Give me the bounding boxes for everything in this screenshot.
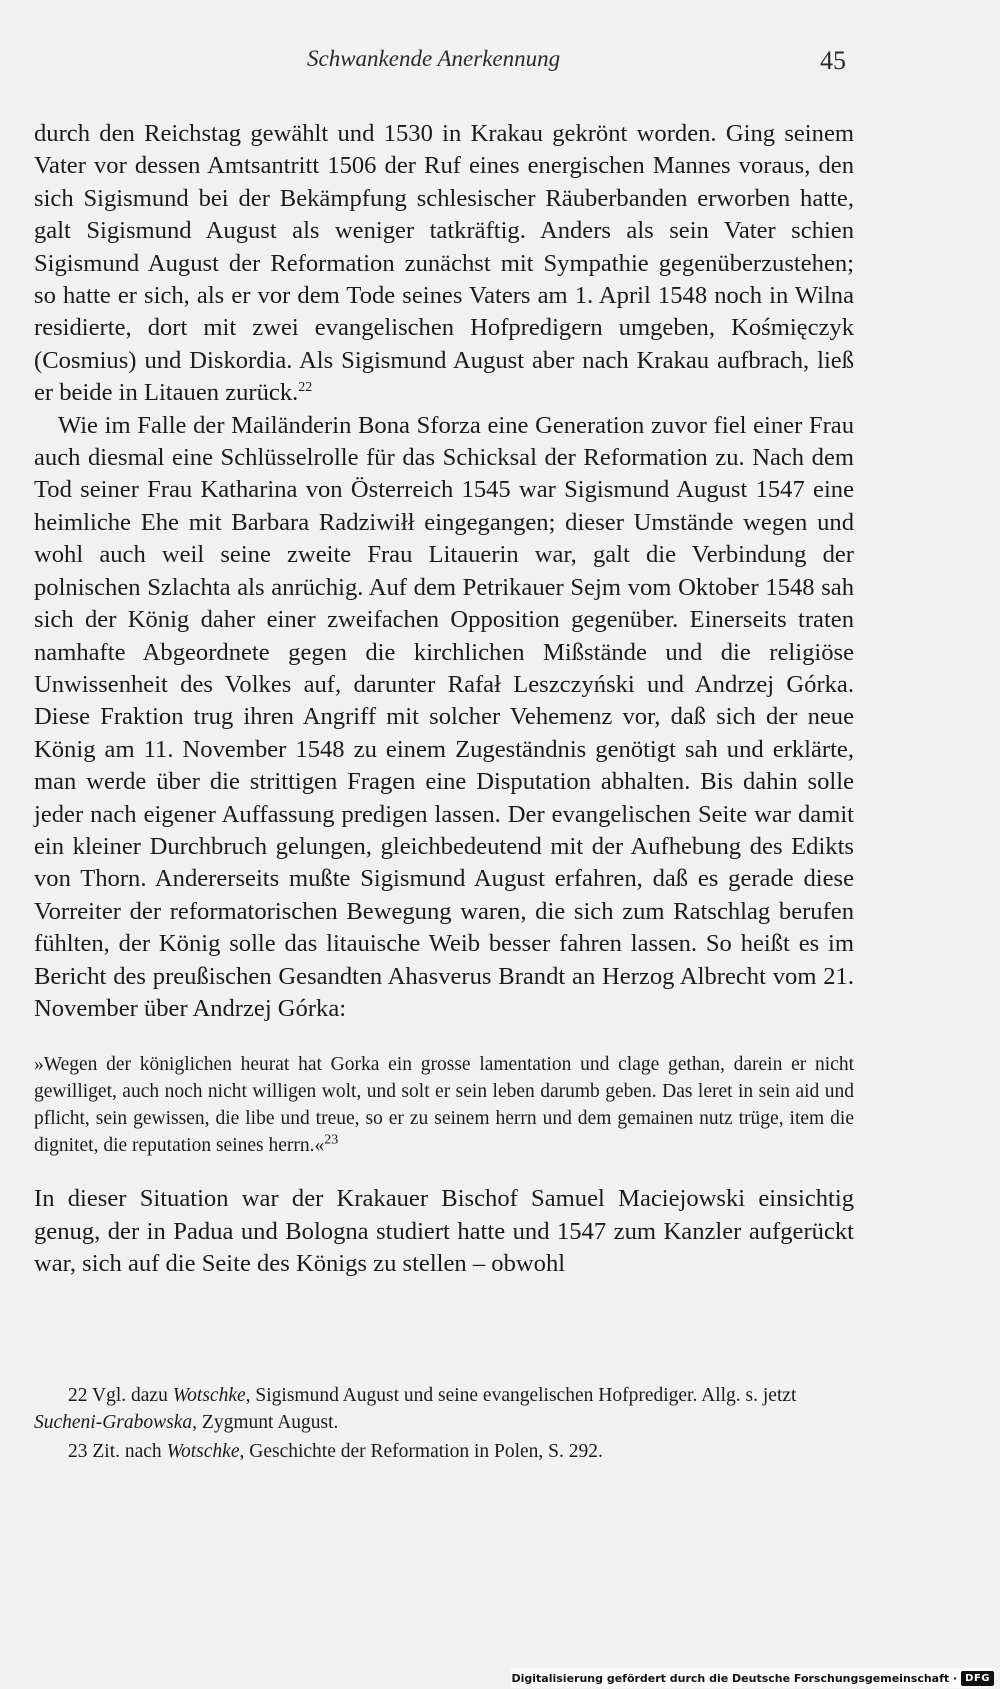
quote-text: »Wegen der königlichen heurat hat Gorka ein grosse lamentation und clage gethan, darein er nicht gewilliget, auch noch nicht willigen wolt, und solt er sein leben darumb geben. Das leret in sein aid und pflicht, sein gewissen, die libe und treue, so er zu seinem herrn und dem gemainen nutz trüge, item die dignitet, die reputation seines herrn.« [34, 1054, 854, 1157]
footnote-22-post: , Zygmunt August. [192, 1412, 339, 1433]
footnote-22-author-2: Sucheni-Grabowska [34, 1412, 193, 1433]
watermark-text: Digitalisierung gefördert durch die Deutsche Forschungsgemeinschaft · [511, 1671, 958, 1685]
footnote-23-pre: Zit. nach [92, 1441, 167, 1462]
body-text [34, 118, 854, 1281]
dfg-logo: DFG [961, 1671, 994, 1686]
footnote-22-author-1: Wotschke [172, 1385, 246, 1406]
paragraph-1 [34, 118, 854, 410]
footnote-23-post: , Geschichte der Reformation in Polen, S. 292. [239, 1441, 603, 1462]
page-header [0, 46, 1000, 86]
footnote-22-number: 22 [68, 1385, 88, 1406]
block-quote [34, 1051, 854, 1159]
footnote-22 [34, 1382, 854, 1436]
footnotes [34, 1382, 854, 1467]
digitization-watermark [511, 1668, 994, 1688]
footnote-23 [34, 1438, 854, 1465]
footnote-22-pre: Vgl. dazu [92, 1385, 173, 1406]
footnote-22-mid: , Sigismund August und seine evangelischen Hofprediger. Allg. s. jetzt [245, 1385, 797, 1406]
footnote-ref-23: 23 [324, 1132, 339, 1148]
page-number: 45 [820, 46, 846, 75]
running-title: Schwankende Anerkennung [307, 46, 561, 71]
footnote-23-author: Wotschke [166, 1441, 240, 1462]
footnote-23-number: 23 [68, 1441, 88, 1462]
paragraph-2: Wie im Falle der Mailänderin Bona Sforza eine Generation zuvor fiel einer Frau auch diesmal eine Schlüsselrolle für das Schicksal der Reformation zu. Nach dem Tod seiner Frau Katharina von Österreich 1545 war Sigismund August 1547 eine heimliche Ehe mit Barbara Radziwiłł eingegangen; dieser Umstände wegen und wohl auch weil seine zweite Frau Litauerin war, galt die Verbindung der polnischen Szlachta als anrüchig. Auf dem Petrikauer Sejm vom Oktober 1548 sah sich der König daher einer zweifachen Opposition gegenüber. Einerseits traten namhafte Abgeordnete gegen die kirchlichen Mißstände und die religiöse Unwissenheit des Volkes auf, darunter Rafał Leszczyński und Andrzej Górka. Diese Fraktion trug ihren Angriff mit solcher Vehemenz vor, daß sich der neue König am 11. November 1548 zu einem Zugeständnis genötigt sah und erklärte, man werde über die strittigen Fragen eine Disputation abhalten. Bis dahin solle jeder nach eigener Auffassung predigen lassen. Der evangelischen Seite war damit ein kleiner Durchbruch gelungen, gleichbedeutend mit der Aufhebung des Edikts von Thorn. Andererseits mußte Sigismund August erfahren, daß es gerade diese Vorreiter der reformatorischen Bewegung waren, die sich zum Ratschlag berufen fühlten, der König solle das litauische Weib besser fahren lassen. So heißt es im Bericht des preußischen Gesandten Ahasverus Brandt an Herzog Albrecht vom 21. November über Andrzej Górka: [34, 411, 854, 1022]
paragraph-1-text: durch den Reichstag gewählt und 1530 in Krakau gekrönt worden. Ging seinem Vater vor dessen Amtsantritt 1506 der Ruf eines energischen Mannes voraus, den sich Sigismund bei der Bekämpfung schlesischer Räuberbanden erworben hatte, galt Sigismund August als weniger tatkräftig. Anders als sein Vater schien Sigismund August der Reformation zunächst mit Sympathie gegenüberzustehen; so hatte er sich, als er vor dem Tode seines Vaters am 1. April 1548 noch in Wilna residierte, dort mit zwei evangelischen Hofpredigern umgeben, Kośmięczyk (Cosmius) und Diskordia. Als Sigismund August aber nach Krakau aufbrach, ließ er beide in Litauen zurück. [34, 120, 854, 407]
paragraph-3: In dieser Situation war der Krakauer Bischof Samuel Maciejowski einsichtig genug, der in Padua und Bologna studiert hatte und 1547 zum Kanzler aufgerückt war, sich auf die Seite des Königs zu stellen – obwohl [34, 1185, 854, 1278]
footnote-ref-22: 22 [298, 380, 313, 396]
